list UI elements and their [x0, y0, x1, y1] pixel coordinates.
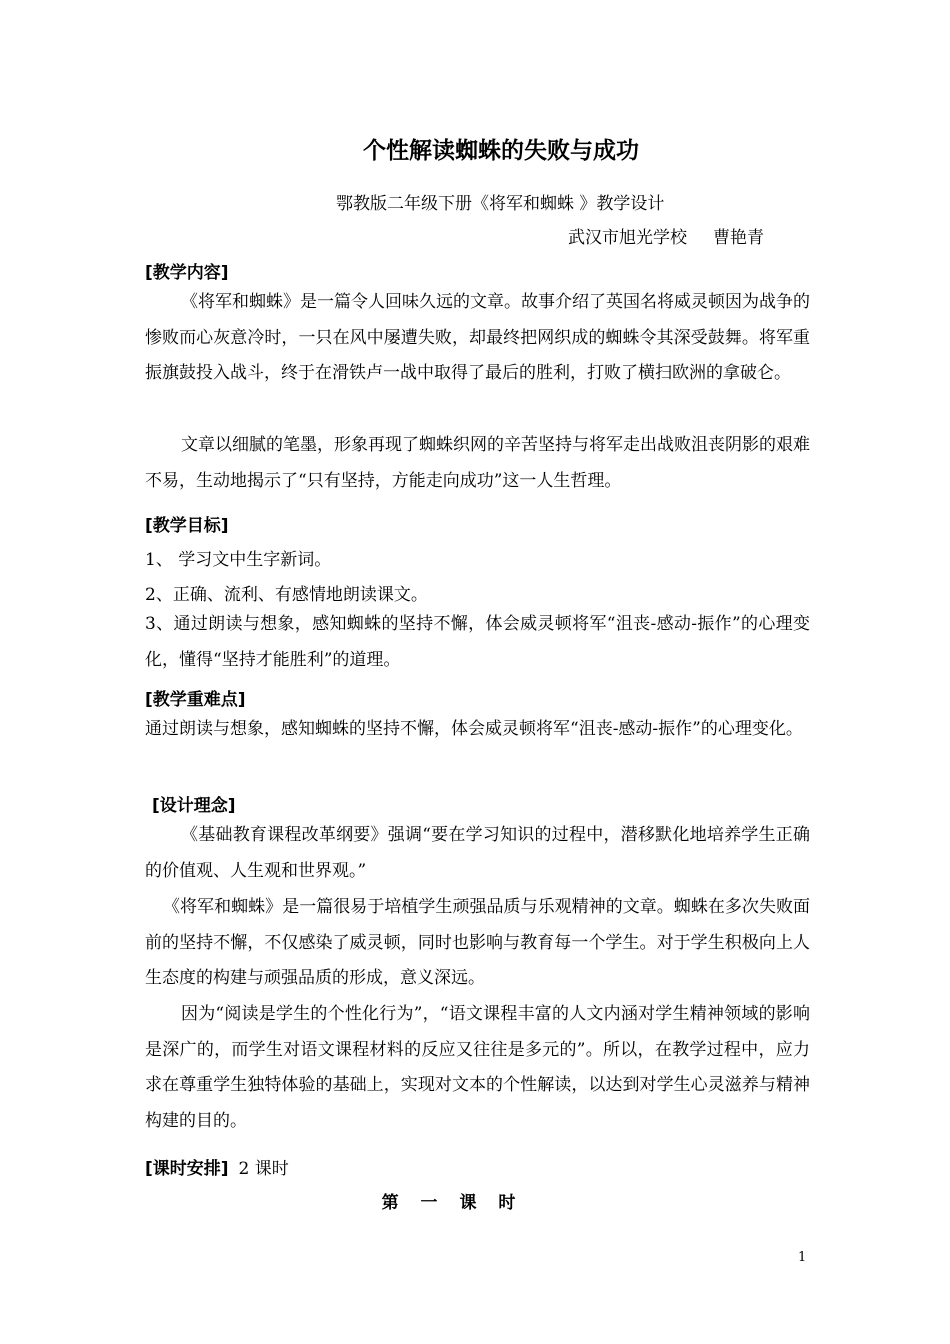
- goal-item-3: 3、通过朗读与想象，感知蜘蛛的坚持不懈，体会威灵顿将军“沮丧-感动-振作”的心理变化，懂得“坚持才能胜利”的道理。: [145, 614, 810, 670]
- concept-paragraph-1: 《基础教育课程改革纲要》强调“要在学习知识的过程中，潜移默化地培养学生正确的价值观、人生观和世界观。”: [145, 825, 810, 881]
- author-school: 武汉市旭光学校: [568, 228, 687, 248]
- content-paragraph-2: 文章以细腻的笔墨，形象再现了蜘蛛织网的辛苦坚持与将军走出战败沮丧阴影的艰难不易，生动地揭示了“只有坚持，方能走向成功”这一人生哲理。: [145, 435, 810, 491]
- section-heading-concept: [设计理念]: [152, 796, 236, 816]
- content-paragraph-1: 《将军和蜘蛛》是一篇令人回味久远的文章。故事介绍了英国名将威灵顿因为战争的惨败而心灰意冷时，一只在风中屡遭失败，却最终把网织成的蜘蛛令其深受鼓舞。将军重振旗鼓投入战斗，终于在滑铁卢一战中取得了最后的胜利，打败了横扫欧洲的拿破仑。: [145, 292, 810, 383]
- schedule-value: 2 课时: [238, 1159, 289, 1179]
- document-subtitle: 鄂教版二年级下册《将军和蜘蛛 》教学设计: [336, 194, 665, 214]
- goal-item-1: 1、 学习文中生字新词。: [145, 550, 332, 570]
- page-number: 1: [798, 1250, 807, 1265]
- goal-item-2: 2、正确、流利、有感情地朗读课文。: [145, 585, 428, 605]
- author-name: 曹艳青: [713, 228, 764, 248]
- keypoints-text: 通过朗读与想象，感知蜘蛛的坚持不懈，体会威灵顿将军“沮丧-感动-振作”的心理变化。: [145, 719, 803, 739]
- author-line: [568, 223, 764, 248]
- lesson-title: 第 一 课 时: [381, 1193, 524, 1213]
- section-heading-goals: [教学目标]: [145, 516, 229, 536]
- section-heading-keypoints: [教学重难点]: [145, 690, 246, 710]
- concept-paragraph-2: 《将军和蜘蛛》是一篇很易于培植学生顽强品质与乐观精神的文章。蜘蛛在多次失败面前的坚持不懈，不仅感染了威灵顿，同时也影响与教育每一个学生。对于学生积极向上人生态度的构建与顽强品质的形成，意义深远。: [145, 897, 810, 988]
- schedule-label: [课时安排]: [145, 1159, 229, 1179]
- document-title: 个性解读蜘蛛的失败与成功: [363, 138, 639, 164]
- section-heading-schedule: [145, 1154, 289, 1179]
- concept-paragraph-3: 因为“阅读是学生的个性化行为”，“语文课程丰富的人文内涵对学生精神领域的影响是深广的，而学生对语文课程材料的反应又往往是多元的”。所以，在教学过程中，应力求在尊重学生独特体验的基础上，实现对文本的个性解读，以达到对学生心灵滋养与精神构建的目的。: [145, 1004, 810, 1131]
- section-heading-content: [教学内容]: [145, 263, 229, 283]
